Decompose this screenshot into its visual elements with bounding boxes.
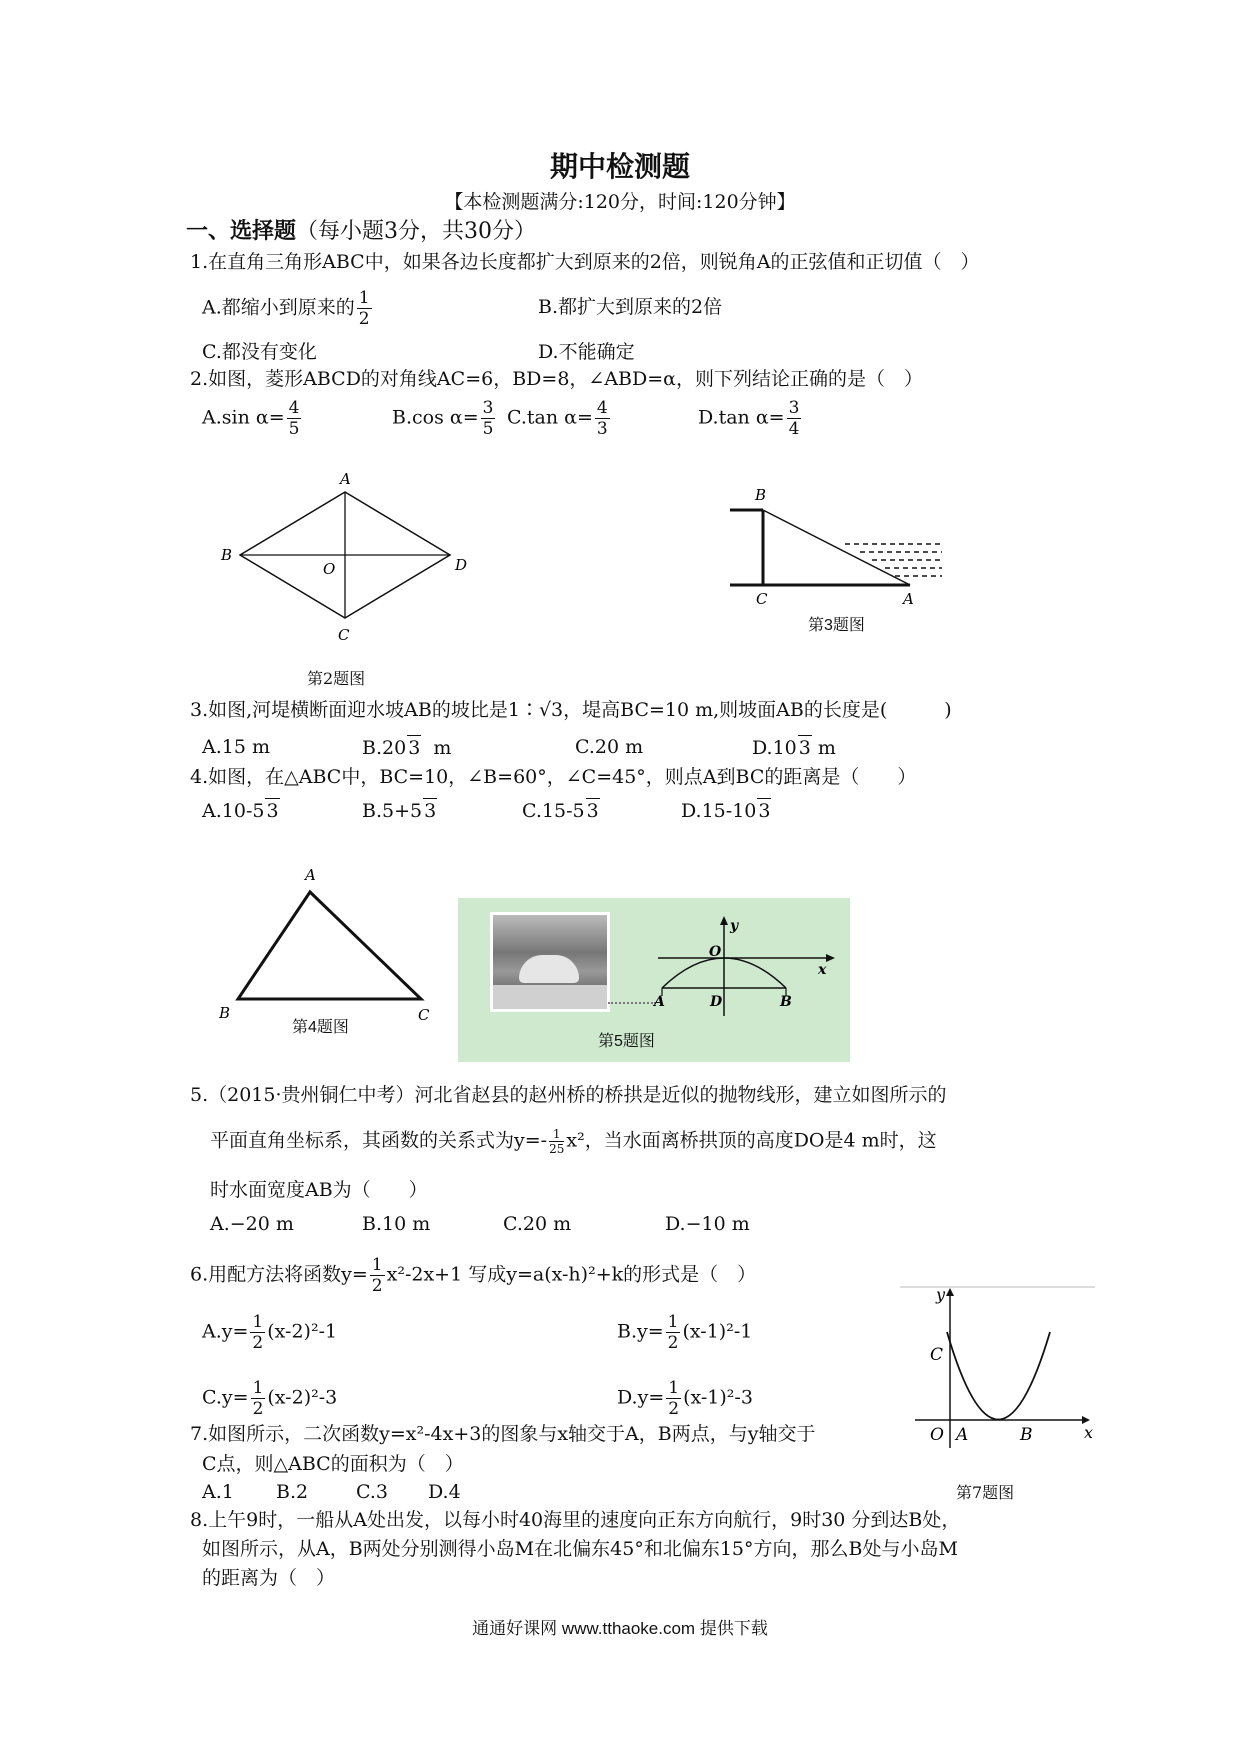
label-a: A (305, 866, 316, 884)
embankment-figure (720, 480, 960, 610)
q3-option-a: A.15 m (202, 736, 270, 758)
label-b: B (780, 994, 792, 1010)
q2-option-a-fraction: $\frac{4}{5}$ (288, 398, 300, 439)
label-c: C (756, 590, 768, 608)
q1-option-d: D.不能确定 (538, 341, 635, 363)
q1-option-a-text: A.都缩小到原来的 (202, 296, 355, 319)
q5-option-c: C.20 m (503, 1213, 572, 1235)
q2-figure-caption: 第2题图 (307, 669, 366, 688)
page-footer: 通通好课网 www.tthaoke.com 提供下载 (472, 1619, 768, 1638)
label-b: B (219, 1004, 231, 1022)
question-8-line-1: 8.上午9时，一船从A处出发，以每小时40海里的速度向正东方向航行，9时30 分到达B处， (190, 1509, 961, 1531)
q5-option-d: D.−10 m (665, 1213, 750, 1235)
section-heading (186, 217, 536, 246)
q1-option-c: C.都没有变化 (202, 341, 317, 363)
question-4-stem: 4.如图，在△ABC中，BC=10，∠B=60°，∠C=45°，则点A到BC的距离是（ ） (190, 766, 917, 788)
label-x: x (1084, 1423, 1094, 1442)
parabola-coordinate-plot (648, 898, 848, 1023)
q7-option-a: A.1 (202, 1481, 234, 1503)
q1-option-b: B.都扩大到原来的2倍 (538, 296, 723, 318)
q7-option-d: D.4 (428, 1481, 461, 1503)
q1-option-a-fraction: $\frac{1}{2}$ (358, 288, 370, 329)
q5-option-a: A.−20 m (210, 1213, 294, 1235)
label-a: A (903, 590, 914, 608)
parabola-curve (947, 1332, 1050, 1420)
label-o: O (709, 944, 722, 960)
q7-figure-caption: 第7题图 (956, 1483, 1015, 1502)
label-x: x (818, 962, 827, 978)
label-a: A (654, 994, 665, 1010)
q4-option-d: D.15-10 3 (681, 800, 771, 822)
q3-option-d: D.10 3 m (752, 737, 836, 759)
q4-figure-caption: 第4题图 (292, 1019, 349, 1036)
label-d: D (710, 994, 723, 1010)
q4-option-c: C.15-5 3 (522, 800, 599, 822)
q1-option-a (202, 288, 374, 329)
label-b: B (755, 486, 767, 504)
label-b: B (221, 546, 233, 564)
label-c: C (930, 1345, 944, 1365)
q2-option-b: B.cos α= (392, 406, 479, 429)
label-o: O (930, 1425, 944, 1445)
label-a: A (956, 1425, 969, 1445)
question-8-line-2: 如图所示，从A，B两处分别测得小岛M在北偏东45°和北偏东15°方向，那么B处与小岛M (202, 1538, 958, 1560)
q5-figure-caption: 第5题图 (598, 1033, 655, 1050)
q6-option-a: A.y= $\frac{1}{2}$ (x-2)²-1 (202, 1312, 338, 1353)
q7-option-b: B.2 (276, 1481, 309, 1503)
q2-option-c: C.tan α= (507, 406, 593, 429)
label-y: y (730, 918, 739, 934)
q2-option-d: D.tan α= (698, 406, 785, 429)
question-7-line-1: 7.如图所示，二次函数y=x²-4x+3的图象与x轴交于A，B两点，与y轴交于 (190, 1423, 816, 1445)
q7-parabola-figure (900, 1280, 1100, 1460)
q2-option-c-fraction: $\frac{4}{3}$ (596, 398, 608, 439)
label-a: A (340, 470, 351, 488)
question-5-line-2: 平面直角坐标系，其函数的关系式为y=- $\frac{1}{25}$ x²，当水面离桥拱顶的高度DO是4 m时，这 (210, 1127, 937, 1156)
q4-option-b: B.5+5 3 (362, 800, 437, 822)
label-o: O (323, 560, 336, 578)
question-6-stem: 6.用配方法将函数y= $\frac{1}{2}$ x²-2x+1 写成y=a(x-h)²+k的形式是（ ） (190, 1255, 757, 1296)
q3-option-b: B.20 3 m (362, 737, 452, 759)
question-5-line-1: 5.（2015·贵州铜仁中考）河北省赵县的赵州桥的桥拱是近似的抛物线形，建立如图所示的 (190, 1084, 947, 1106)
q2-option-c-wrap (507, 398, 612, 439)
question-7-line-2: C点，则△ABC的面积为（ ） (202, 1453, 464, 1475)
q2-option-d-fraction: $\frac{3}{4}$ (788, 398, 800, 439)
q6-option-c: C.y= $\frac{1}{2}$ (x-2)²-3 (202, 1378, 338, 1419)
q6-option-b: B.y= $\frac{1}{2}$ (x-1)²-1 (617, 1312, 753, 1353)
q5-option-b: B.10 m (362, 1213, 431, 1235)
question-8-line-3: 的距离为（ ） (202, 1567, 336, 1589)
q7-option-c: C.3 (356, 1481, 388, 1503)
question-1-stem: 1.在直角三角形ABC中，如果各边长度都扩大到原来的2倍，则锐角A的正弦值和正切值（ ） (190, 251, 980, 273)
label-y: y (936, 1285, 946, 1304)
triangle-abc (238, 892, 421, 999)
q2-option-a: A.sin α= (202, 406, 285, 429)
q6-option-d: D.y= $\frac{1}{2}$ (x-1)²-3 (617, 1378, 753, 1419)
bridge-figure-panel (458, 898, 850, 1062)
q2-option-d-wrap (698, 398, 803, 439)
page-subtitle: 【本检测题满分:120分，时间:120分钟】 (444, 191, 796, 213)
slope-ab (763, 510, 910, 585)
question-2-stem: 2.如图，菱形ABCD的对角线AC=6，BD=8，∠ABD=α，则下列结论正确的是（ ） (190, 368, 923, 390)
triangle-figure (215, 862, 435, 1027)
q3-option-c: C.20 m (575, 736, 644, 758)
label-d: D (455, 556, 468, 574)
q2-options (202, 398, 303, 439)
question-5-line-3: 时水面宽度AB为（ ） (210, 1179, 428, 1201)
question-3-stem: 3.如图,河堤横断面迎水坡AB的坡比是1∶√3，堤高BC=10 m,则坡面AB的长度是( ) (190, 699, 952, 721)
q3-figure-caption: 第3题图 (808, 617, 865, 634)
q4-option-a: A.10-5 3 (202, 800, 279, 822)
section-note: （每小题3分，共30分） (296, 219, 537, 244)
q2-option-b-wrap (392, 398, 497, 439)
page-title: 期中检测题 (549, 150, 690, 183)
label-c: C (338, 626, 350, 644)
section-label: 一、选择题 (186, 218, 297, 244)
rhombus-figure (215, 470, 468, 645)
label-b: B (1020, 1425, 1033, 1445)
q2-option-b-fraction: $\frac{3}{5}$ (482, 398, 494, 439)
bridge-photo (490, 912, 610, 1012)
label-c: C (418, 1006, 430, 1024)
